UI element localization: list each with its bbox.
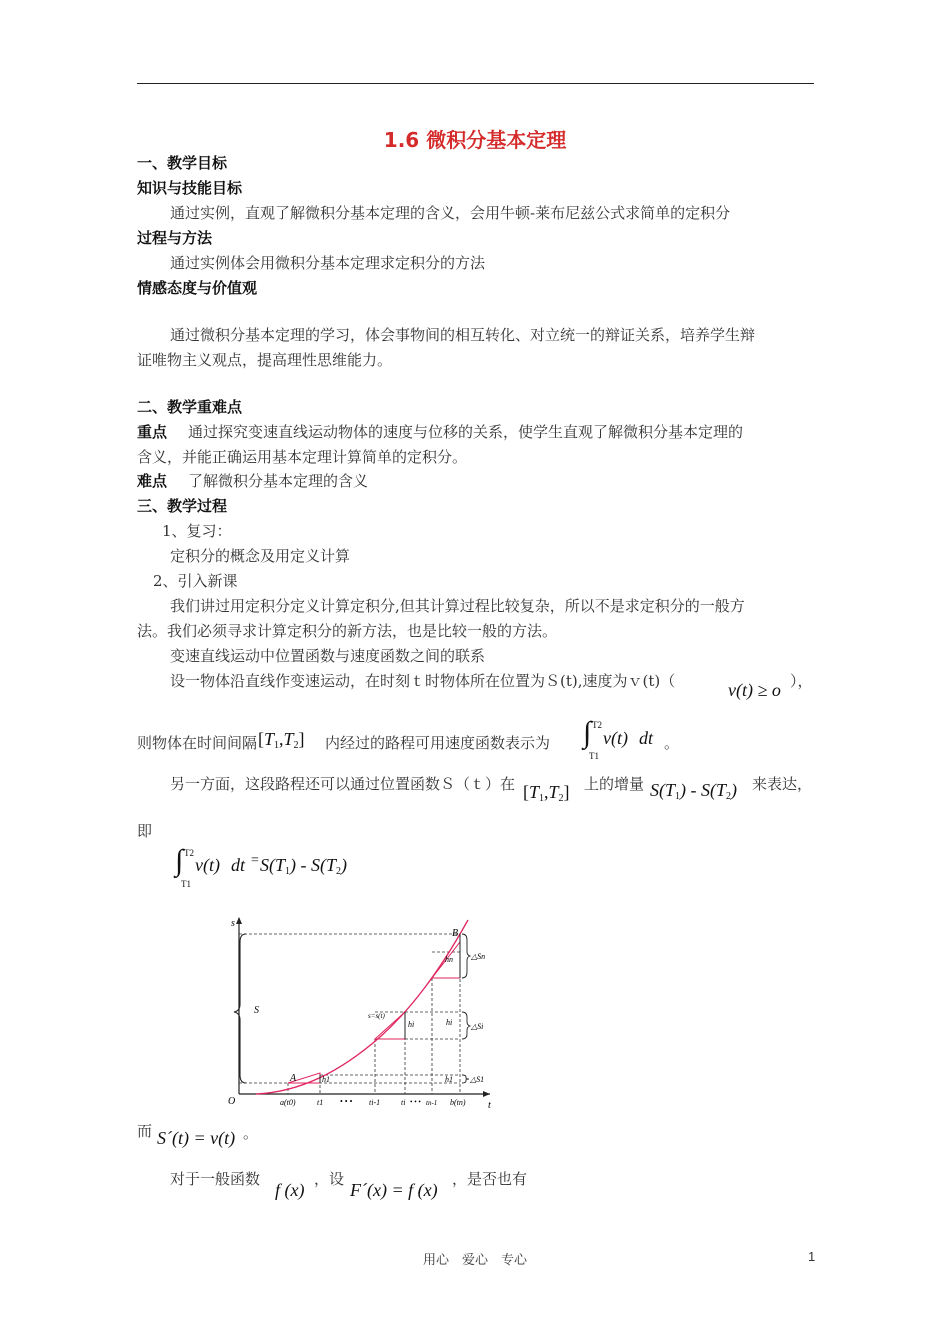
paragraph-4-middle: 内经过的路程可用速度函数表示为	[325, 734, 551, 752]
point-b-label: B	[452, 928, 459, 939]
step-1-label: 1、复习：	[162, 522, 232, 540]
antiderivative-condition-math: F´(x) = f (x)	[350, 1180, 438, 1200]
section-3-heading: 三、教学过程	[137, 497, 228, 515]
function-f-math: f (x)	[275, 1180, 305, 1200]
process-method-text: 通过实例体会用微积分基本定理求定积分的方法	[170, 254, 486, 272]
process-method-heading: 过程与方法	[137, 229, 213, 247]
delta-s1-label: △S1	[470, 1075, 485, 1084]
tick-a-t0: a(t0)	[280, 1098, 296, 1107]
interval-math: $[T_1,T_2]$	[258, 729, 305, 751]
t-axis-arrow	[483, 1091, 490, 1097]
knowledge-skill-text: 通过实例，直观了解微积分基本定理的含义，会用牛顿-莱布尼兹公式求简单的定积分	[170, 204, 731, 222]
key-point-text-line1: 通过探究变速直线运动物体的速度与位移的关系，使学生直观了解微积分基本定理的	[188, 423, 744, 441]
interval-math-2: $[T_1,T_2]$	[523, 782, 570, 804]
difficulty-text: 了解微积分基本定理的含义	[188, 472, 369, 490]
increment-math: $S(T_1) - S(T_2)$	[650, 780, 738, 802]
paragraph-8-middle: ，设	[314, 1170, 345, 1188]
difficulty-label: 难点	[137, 472, 168, 490]
h1-right-label: h1	[445, 1075, 453, 1084]
hn-label: hn	[445, 955, 453, 964]
tick-ti: ti	[401, 1098, 406, 1107]
point-a-label: A	[290, 1073, 297, 1084]
step-1-text: 定积分的概念及用定义计算	[170, 547, 351, 565]
key-point-label: 重点	[137, 423, 168, 441]
knowledge-skill-heading: 知识与技能目标	[137, 179, 243, 197]
increment-braces	[462, 934, 470, 1083]
delta-sn-label: △Sn	[471, 952, 486, 961]
section-1-heading: 一、教学目标	[137, 154, 228, 172]
t-axis-label: t	[488, 1100, 491, 1111]
paragraph-6: 即	[137, 822, 153, 840]
step-2-label: 2、引入新课	[153, 572, 238, 590]
header-rule	[137, 83, 814, 84]
attitude-values-heading: 情感态度与价值观	[137, 279, 258, 297]
paragraph-7-end: 。	[243, 1124, 259, 1142]
tick-dots-1: • • •	[340, 1097, 353, 1106]
page-number: 1	[808, 1249, 816, 1264]
velocity-condition-math: v(t) ≥ o	[728, 680, 781, 700]
paragraph-3-end: ），	[790, 672, 813, 690]
attitude-text-line1: 通过微积分基本定理的学习，体会事物间的相互转化、对立统一的辩证关系，培养学生辩	[170, 326, 756, 344]
paragraph-2: 变速直线运动中位置函数与速度函数之间的联系	[170, 647, 486, 665]
tick-b-tn: b(tn)	[450, 1098, 466, 1107]
page-footer: 用心 爱心 专心	[422, 1253, 527, 1268]
paragraph-7-text: 而	[137, 1122, 153, 1140]
position-curve	[256, 920, 468, 1094]
paragraph-4-end: 。	[664, 734, 680, 752]
page-title: 1.6 微积分基本定理	[383, 128, 567, 152]
tick-t1: t1	[317, 1098, 324, 1107]
curve-label: s=s(t)	[368, 1012, 385, 1020]
tick-ti-1: ti-1	[369, 1098, 381, 1107]
s-total-label: S	[254, 1005, 259, 1016]
paragraph-1-line2: 法。我们必须寻求计算定积分的新方法，也是比较一般的方法。	[137, 622, 558, 640]
increment-segments	[320, 934, 460, 1083]
paragraph-8-text: 对于一般函数	[170, 1170, 261, 1188]
paragraph-3-text: 设一物体沿直线作变速运动，在时刻ｔ时物体所在位置为Ｓ(t),速度为ｖ(t)（	[170, 672, 676, 690]
total-displacement-brace	[234, 934, 246, 1083]
paragraph-1-line1: 我们讲过用定积分定义计算定积分,但其计算过程比较复杂，所以不是求定积分的一般方	[170, 597, 745, 615]
hi-label: hi	[408, 1020, 415, 1029]
paragraph-5-text: 另一方面，这段路程还可以通过位置函数Ｓ（ｔ）在	[170, 775, 516, 793]
paragraph-4-text: 则物体在时间间隔	[137, 734, 258, 752]
s-axis-arrow	[236, 917, 242, 924]
paragraph-8-end: ，是否也有	[452, 1170, 528, 1188]
tick-tn-1: tn-1	[426, 1099, 438, 1107]
h1-label: h1	[322, 1075, 330, 1084]
displacement-velocity-figure	[170, 912, 500, 1112]
derivative-equation: S´(t) = v(t)	[157, 1128, 236, 1148]
paragraph-5-end: 来表达，	[752, 775, 813, 793]
origin-label: O	[228, 1096, 236, 1107]
hi-right-label: hi	[446, 1018, 453, 1027]
tick-dots-2: • • •	[410, 1098, 421, 1106]
delta-si-label: △Si	[471, 1022, 484, 1031]
paragraph-5-middle: 上的增量	[584, 775, 645, 793]
section-2-heading: 二、教学重难点	[137, 398, 243, 416]
key-point-text-line2: 含义，并能正确运用基本定理计算简单的定积分。	[137, 448, 468, 466]
attitude-text-line2: 证唯物主义观点，提高理性思维能力。	[137, 351, 393, 369]
s-axis-label: s	[231, 918, 235, 929]
